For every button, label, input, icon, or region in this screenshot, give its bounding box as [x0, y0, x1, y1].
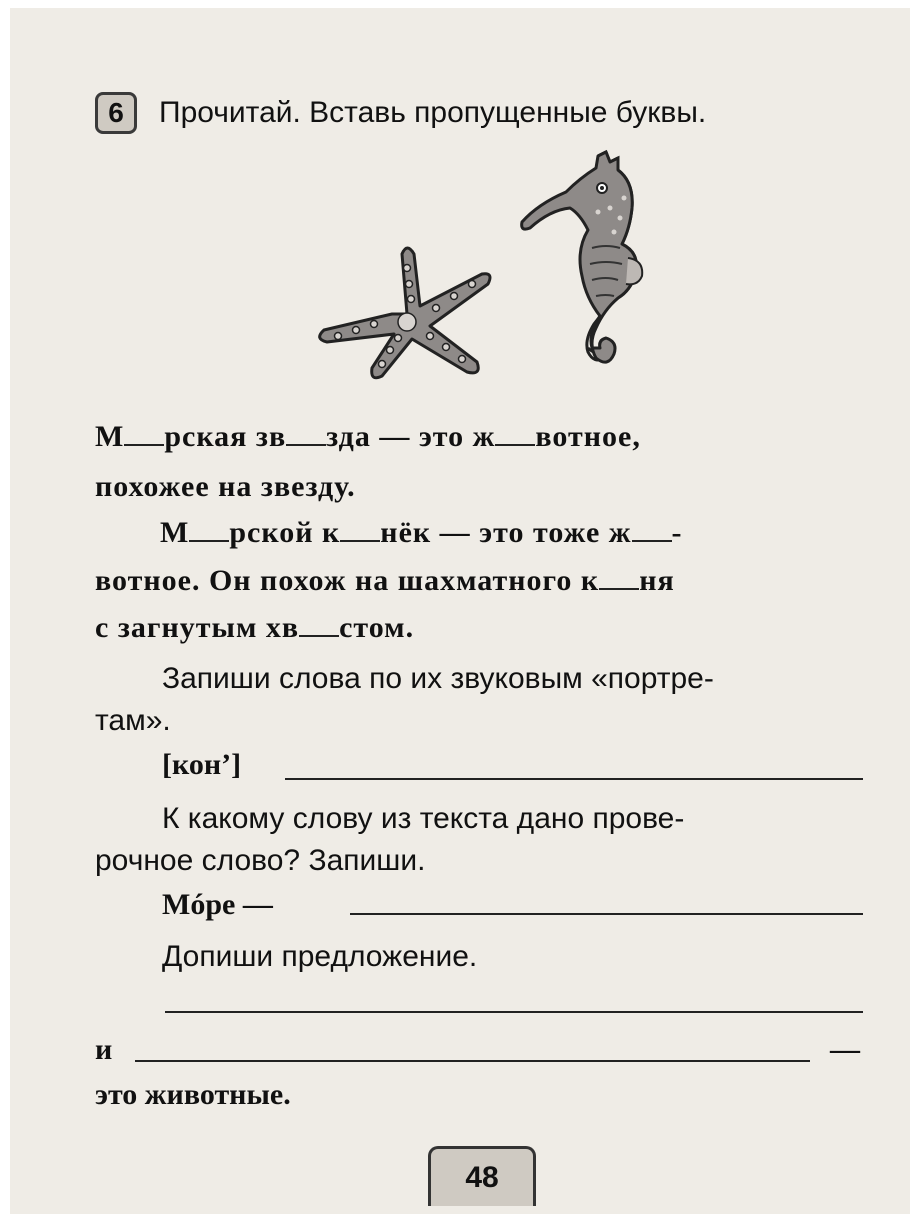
workbook-page [10, 8, 910, 1214]
text-fragment: рской к [229, 516, 341, 549]
task2-instruction-line-2: там». [95, 704, 171, 737]
answer-line[interactable] [135, 1060, 810, 1062]
letter-gap[interactable] [124, 440, 164, 447]
letter-gap[interactable] [189, 536, 229, 543]
sentence-start: и [95, 1033, 113, 1066]
answer-line[interactable] [165, 1011, 863, 1013]
letter-gap[interactable] [340, 536, 380, 543]
task-header [95, 88, 706, 138]
text-fragment: нёк — это тоже ж [380, 516, 632, 549]
transcription: [кон’] [162, 748, 242, 781]
text-fragment: М [95, 420, 125, 453]
task-number-badge: 6 [95, 92, 137, 134]
letter-gap[interactable] [599, 584, 639, 591]
text-line-5 [95, 611, 414, 645]
text-fragment: - [671, 516, 683, 549]
check-word: Мóре — [162, 888, 273, 921]
letter-gap[interactable] [286, 440, 326, 447]
text-fragment: вотное, [535, 420, 641, 453]
page-number: 48 [428, 1146, 536, 1206]
letter-gap[interactable] [495, 440, 535, 447]
text-line-2: похожее на звезду. [95, 470, 356, 503]
answer-line[interactable] [350, 913, 863, 915]
text-fragment: зда — это ж [326, 420, 496, 453]
text-line-1 [95, 420, 641, 454]
seahorse-picture [510, 148, 650, 378]
answer-line[interactable] [285, 778, 863, 780]
text-line-3 [160, 516, 683, 550]
text-fragment: М [160, 516, 190, 549]
task-instruction: Прочитай. Вставь пропущенные буквы. [159, 96, 707, 129]
task2-instruction-line-1: Запиши слова по их звуковым «портре- [162, 662, 714, 695]
letter-gap[interactable] [299, 631, 339, 638]
sentence-end: это животные. [95, 1078, 291, 1111]
text-line-4 [95, 564, 675, 598]
text-fragment: вотное. Он похож на шахматного к [95, 564, 600, 597]
task3-instruction-line-2: рочное слово? Запиши. [95, 844, 426, 877]
text-fragment: ня [639, 564, 675, 597]
task4-instruction: Допиши предложение. [162, 940, 478, 973]
letter-gap[interactable] [632, 536, 672, 543]
text-fragment: с загнутым хв [95, 611, 300, 644]
text-fragment: рская зв [164, 420, 287, 453]
starfish-picture [312, 244, 502, 384]
text-fragment: стом. [339, 611, 415, 644]
task3-instruction-line-1: К какому слову из текста дано прове- [162, 802, 685, 835]
dash: — [830, 1033, 860, 1066]
